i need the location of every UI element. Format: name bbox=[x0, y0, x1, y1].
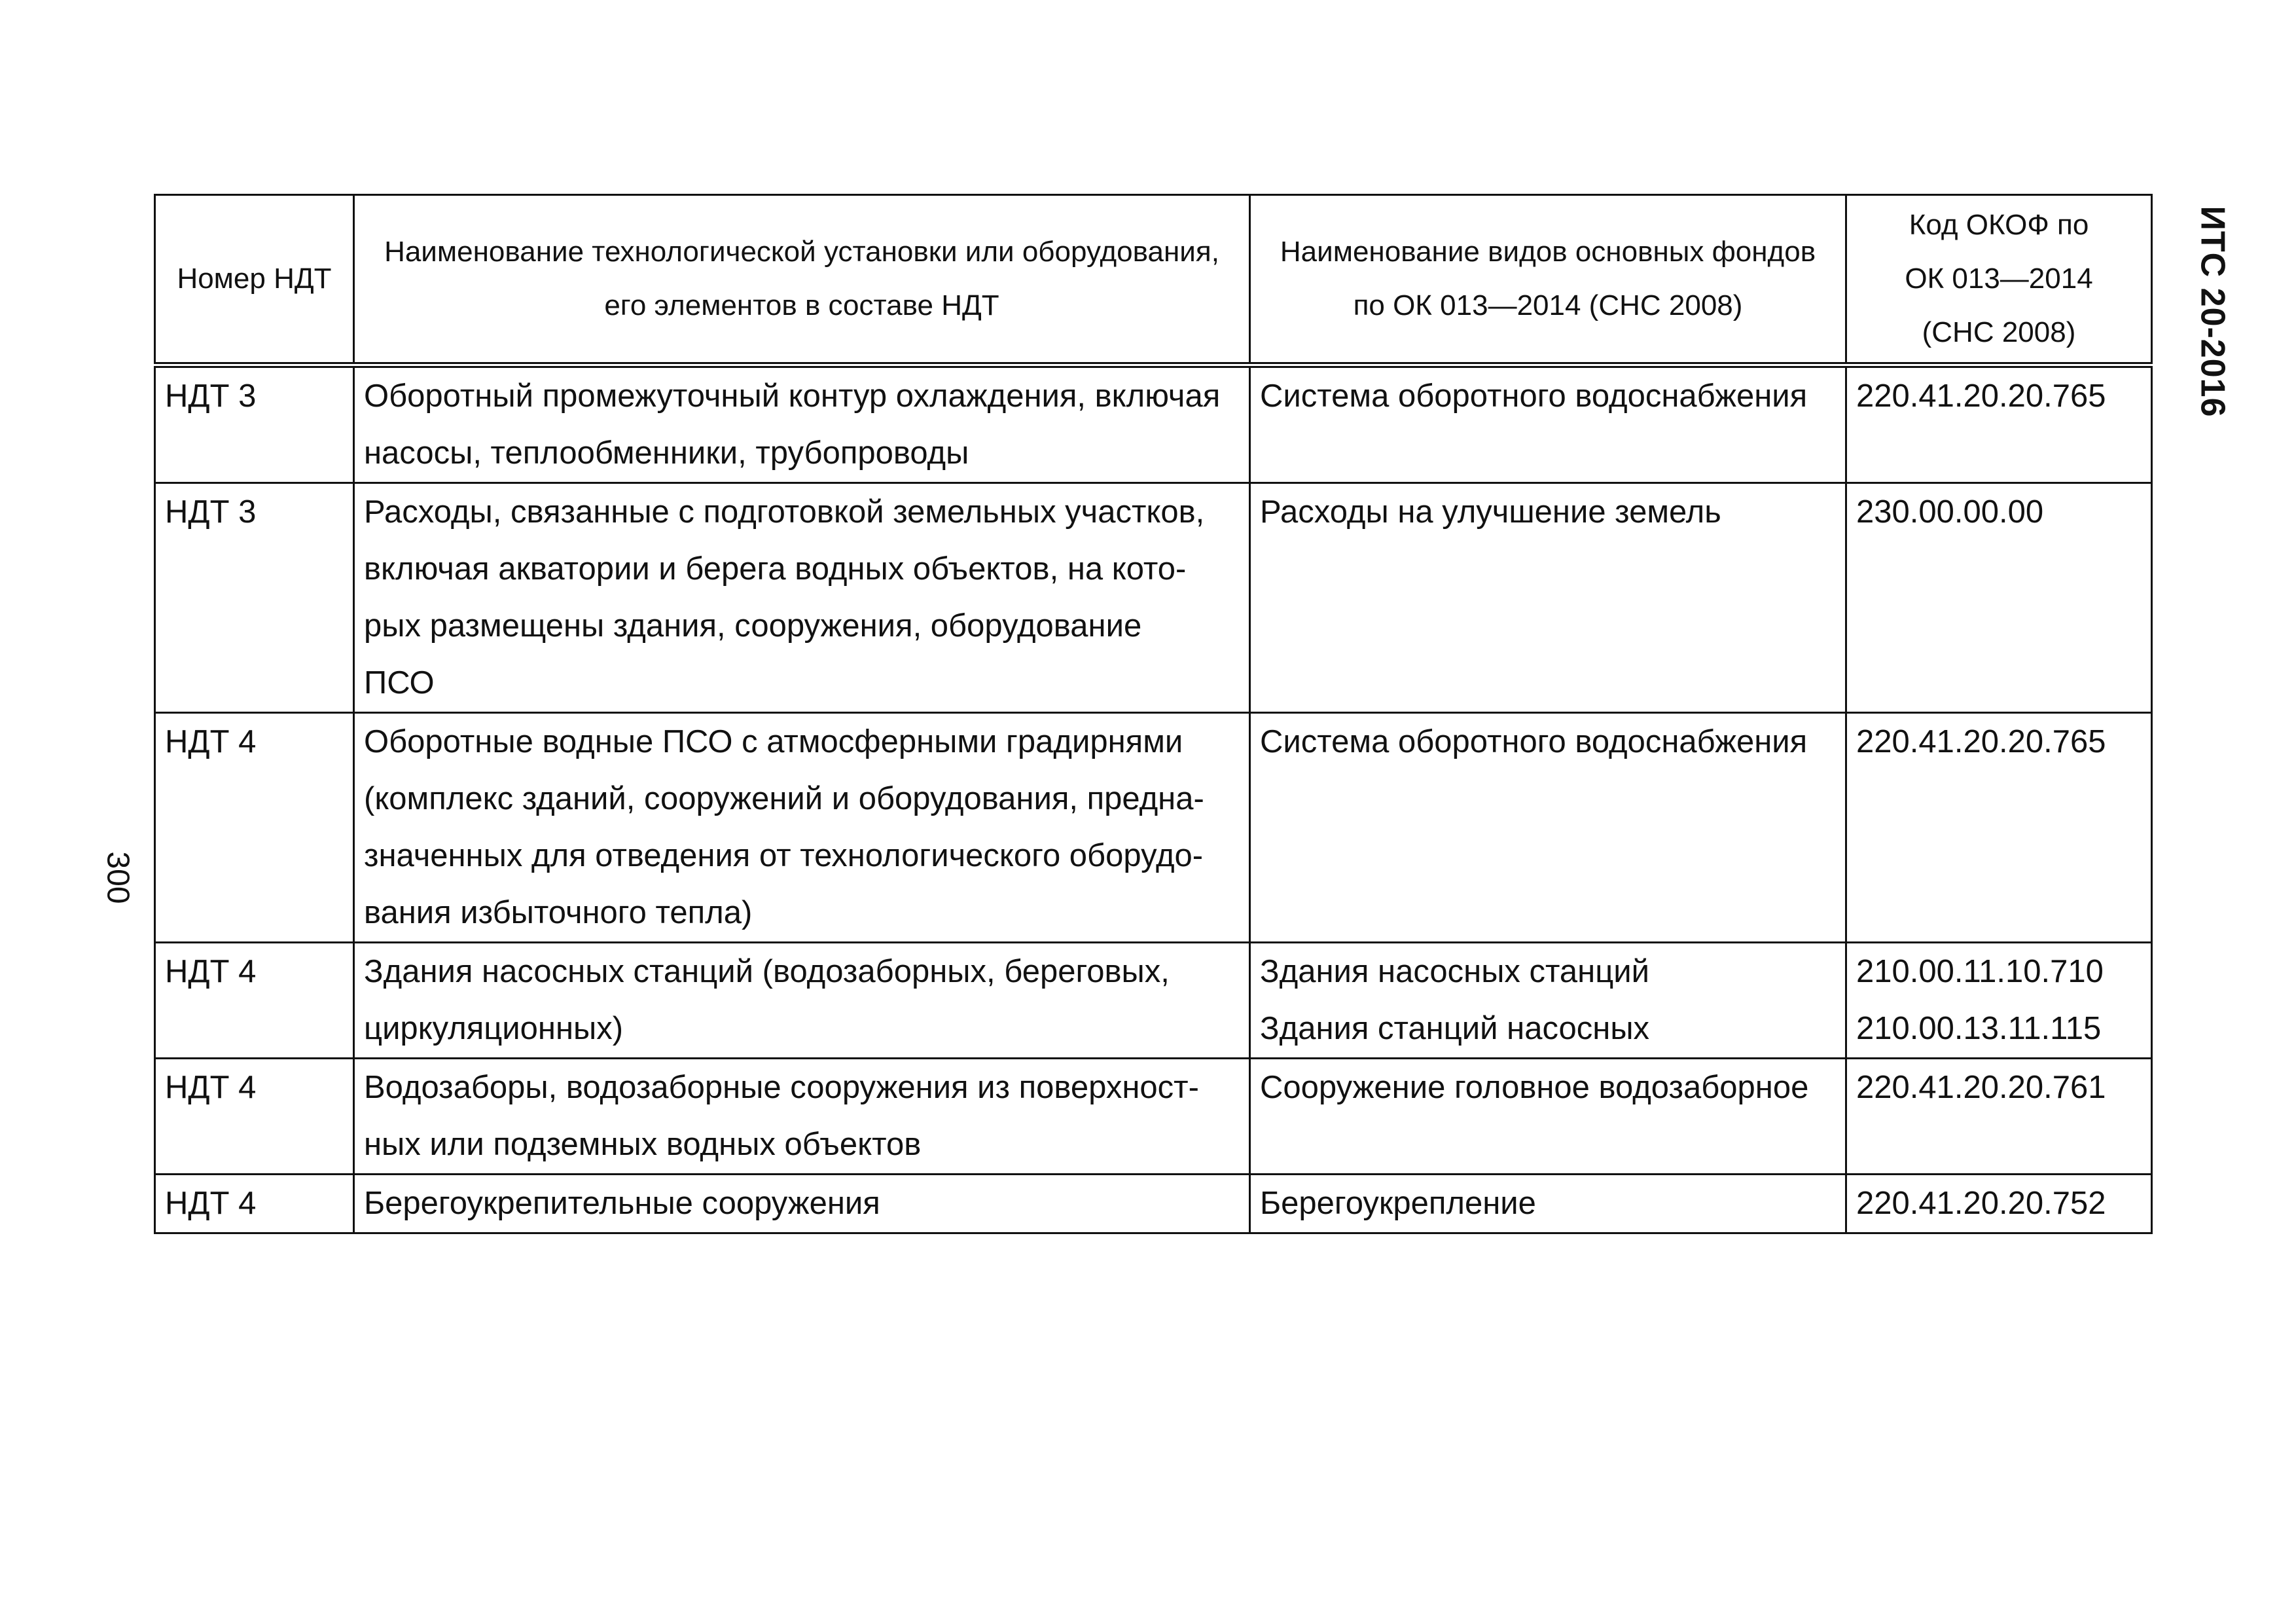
cell-fund-type bbox=[1250, 483, 1846, 713]
table-header bbox=[155, 195, 2152, 365]
header-line: по ОК 013—2014 (СНС 2008) bbox=[1353, 289, 1743, 321]
header-line: Наименование видов основных фондов bbox=[1280, 236, 1816, 268]
cell-line: Здания насосных станций bbox=[1260, 954, 1650, 989]
cell-line: НДТ 4 bbox=[165, 1070, 257, 1105]
cell-line: ных или подземных водных объектов bbox=[364, 1127, 922, 1162]
cell-fund-type bbox=[1250, 1175, 1846, 1233]
cell-line: ПСО bbox=[364, 665, 435, 701]
table-row bbox=[155, 365, 2152, 483]
cell-line: Сооружение головное водозаборное bbox=[1260, 1070, 1809, 1105]
cell-line: (комплекс зданий, сооружений и оборудования, предна- bbox=[364, 781, 1204, 816]
cell-equipment-name bbox=[354, 713, 1250, 943]
table-row bbox=[155, 1175, 2152, 1233]
cell-equipment-name bbox=[354, 1175, 1250, 1233]
table-row bbox=[155, 483, 2152, 713]
cell-line: включая акватории и берега водных объектов, на кото- bbox=[364, 551, 1187, 587]
col-header-okof-code bbox=[1846, 195, 2152, 365]
cell-line: Здания станций насосных bbox=[1260, 1011, 1650, 1046]
cell-fund-type bbox=[1250, 943, 1846, 1059]
cell-line: Берегоукрепительные сооружения bbox=[364, 1186, 880, 1221]
cell-line: циркуляционных) bbox=[364, 1011, 624, 1046]
header-line: Код ОКОФ по bbox=[1909, 209, 2089, 241]
header-line: Наименование технологической установки или оборудования, bbox=[384, 236, 1219, 268]
cell-ndt-number bbox=[155, 365, 354, 483]
cell-line: Система оборотного водоснабжения bbox=[1260, 378, 1808, 414]
cell-line: НДТ 4 bbox=[165, 724, 257, 759]
cell-line: НДТ 3 bbox=[165, 494, 257, 530]
cell-line: Расходы, связанные с подготовкой земельных участков, bbox=[364, 494, 1205, 530]
cell-ndt-number bbox=[155, 1059, 354, 1175]
cell-fund-type bbox=[1250, 713, 1846, 943]
document-code-text: ИТС 20-2016 bbox=[2193, 206, 2232, 418]
cell-line: 220.41.20.20.765 bbox=[1856, 378, 2106, 414]
cell-line: Оборотные водные ПСО с атмосферными градирнями bbox=[364, 724, 1183, 759]
cell-equipment-name bbox=[354, 483, 1250, 713]
cell-fund-type bbox=[1250, 365, 1846, 483]
table-row bbox=[155, 1059, 2152, 1175]
cell-line: Расходы на улучшение земель bbox=[1260, 494, 1721, 530]
cell-line: НДТ 4 bbox=[165, 1186, 257, 1221]
cell-line: рых размещены здания, сооружения, оборудование bbox=[364, 608, 1142, 644]
cell-okof-code bbox=[1846, 1059, 2152, 1175]
cell-line: Оборотный промежуточный контур охлаждения, включая bbox=[364, 378, 1221, 414]
cell-line: 230.00.00.00 bbox=[1856, 494, 2044, 530]
cell-equipment-name bbox=[354, 365, 1250, 483]
col-header-fund-type bbox=[1250, 195, 1846, 365]
cell-line: вания избыточного тепла) bbox=[364, 895, 753, 930]
cell-line: 220.41.20.20.761 bbox=[1856, 1070, 2106, 1105]
page-number bbox=[85, 831, 151, 923]
cell-line: 210.00.11.10.710 bbox=[1856, 954, 2104, 989]
cell-equipment-name bbox=[354, 1059, 1250, 1175]
table-body bbox=[155, 365, 2152, 1233]
header-line: Номер НДТ bbox=[177, 263, 332, 295]
cell-okof-code bbox=[1846, 943, 2152, 1059]
cell-line: Водозаборы, водозаборные сооружения из поверхност- bbox=[364, 1070, 1199, 1105]
table-row bbox=[155, 713, 2152, 943]
cell-line: 210.00.13.11.115 bbox=[1856, 1011, 2102, 1046]
cell-line: НДТ 4 bbox=[165, 954, 257, 989]
cell-equipment-name bbox=[354, 943, 1250, 1059]
cell-ndt-number bbox=[155, 943, 354, 1059]
col-header-equipment-name bbox=[354, 195, 1250, 365]
col-header-ndt-number bbox=[155, 195, 354, 365]
header-line: его элементов в составе НДТ bbox=[604, 289, 999, 321]
cell-line: значенных для отведения от технологического оборудо- bbox=[364, 838, 1204, 873]
okof-table bbox=[154, 194, 2153, 1234]
header-line: (СНС 2008) bbox=[1922, 316, 2076, 348]
cell-okof-code bbox=[1846, 483, 2152, 713]
cell-okof-code bbox=[1846, 713, 2152, 943]
header-line: ОК 013—2014 bbox=[1905, 263, 2093, 295]
cell-line: НДТ 3 bbox=[165, 378, 257, 414]
cell-ndt-number bbox=[155, 483, 354, 713]
document-code bbox=[2173, 194, 2251, 429]
page-number-text: 300 bbox=[100, 850, 135, 904]
cell-line: Берегоукрепление bbox=[1260, 1186, 1536, 1221]
header-row bbox=[155, 195, 2152, 365]
cell-line: Система оборотного водоснабжения bbox=[1260, 724, 1808, 759]
cell-line: насосы, теплообменники, трубопроводы bbox=[364, 435, 969, 471]
cell-okof-code bbox=[1846, 365, 2152, 483]
cell-line: 220.41.20.20.752 bbox=[1856, 1186, 2106, 1221]
cell-ndt-number bbox=[155, 713, 354, 943]
cell-line: Здания насосных станций (водозаборных, береговых, bbox=[364, 954, 1170, 989]
cell-fund-type bbox=[1250, 1059, 1846, 1175]
cell-ndt-number bbox=[155, 1175, 354, 1233]
cell-okof-code bbox=[1846, 1175, 2152, 1233]
table-row bbox=[155, 943, 2152, 1059]
cell-line: 220.41.20.20.765 bbox=[1856, 724, 2106, 759]
